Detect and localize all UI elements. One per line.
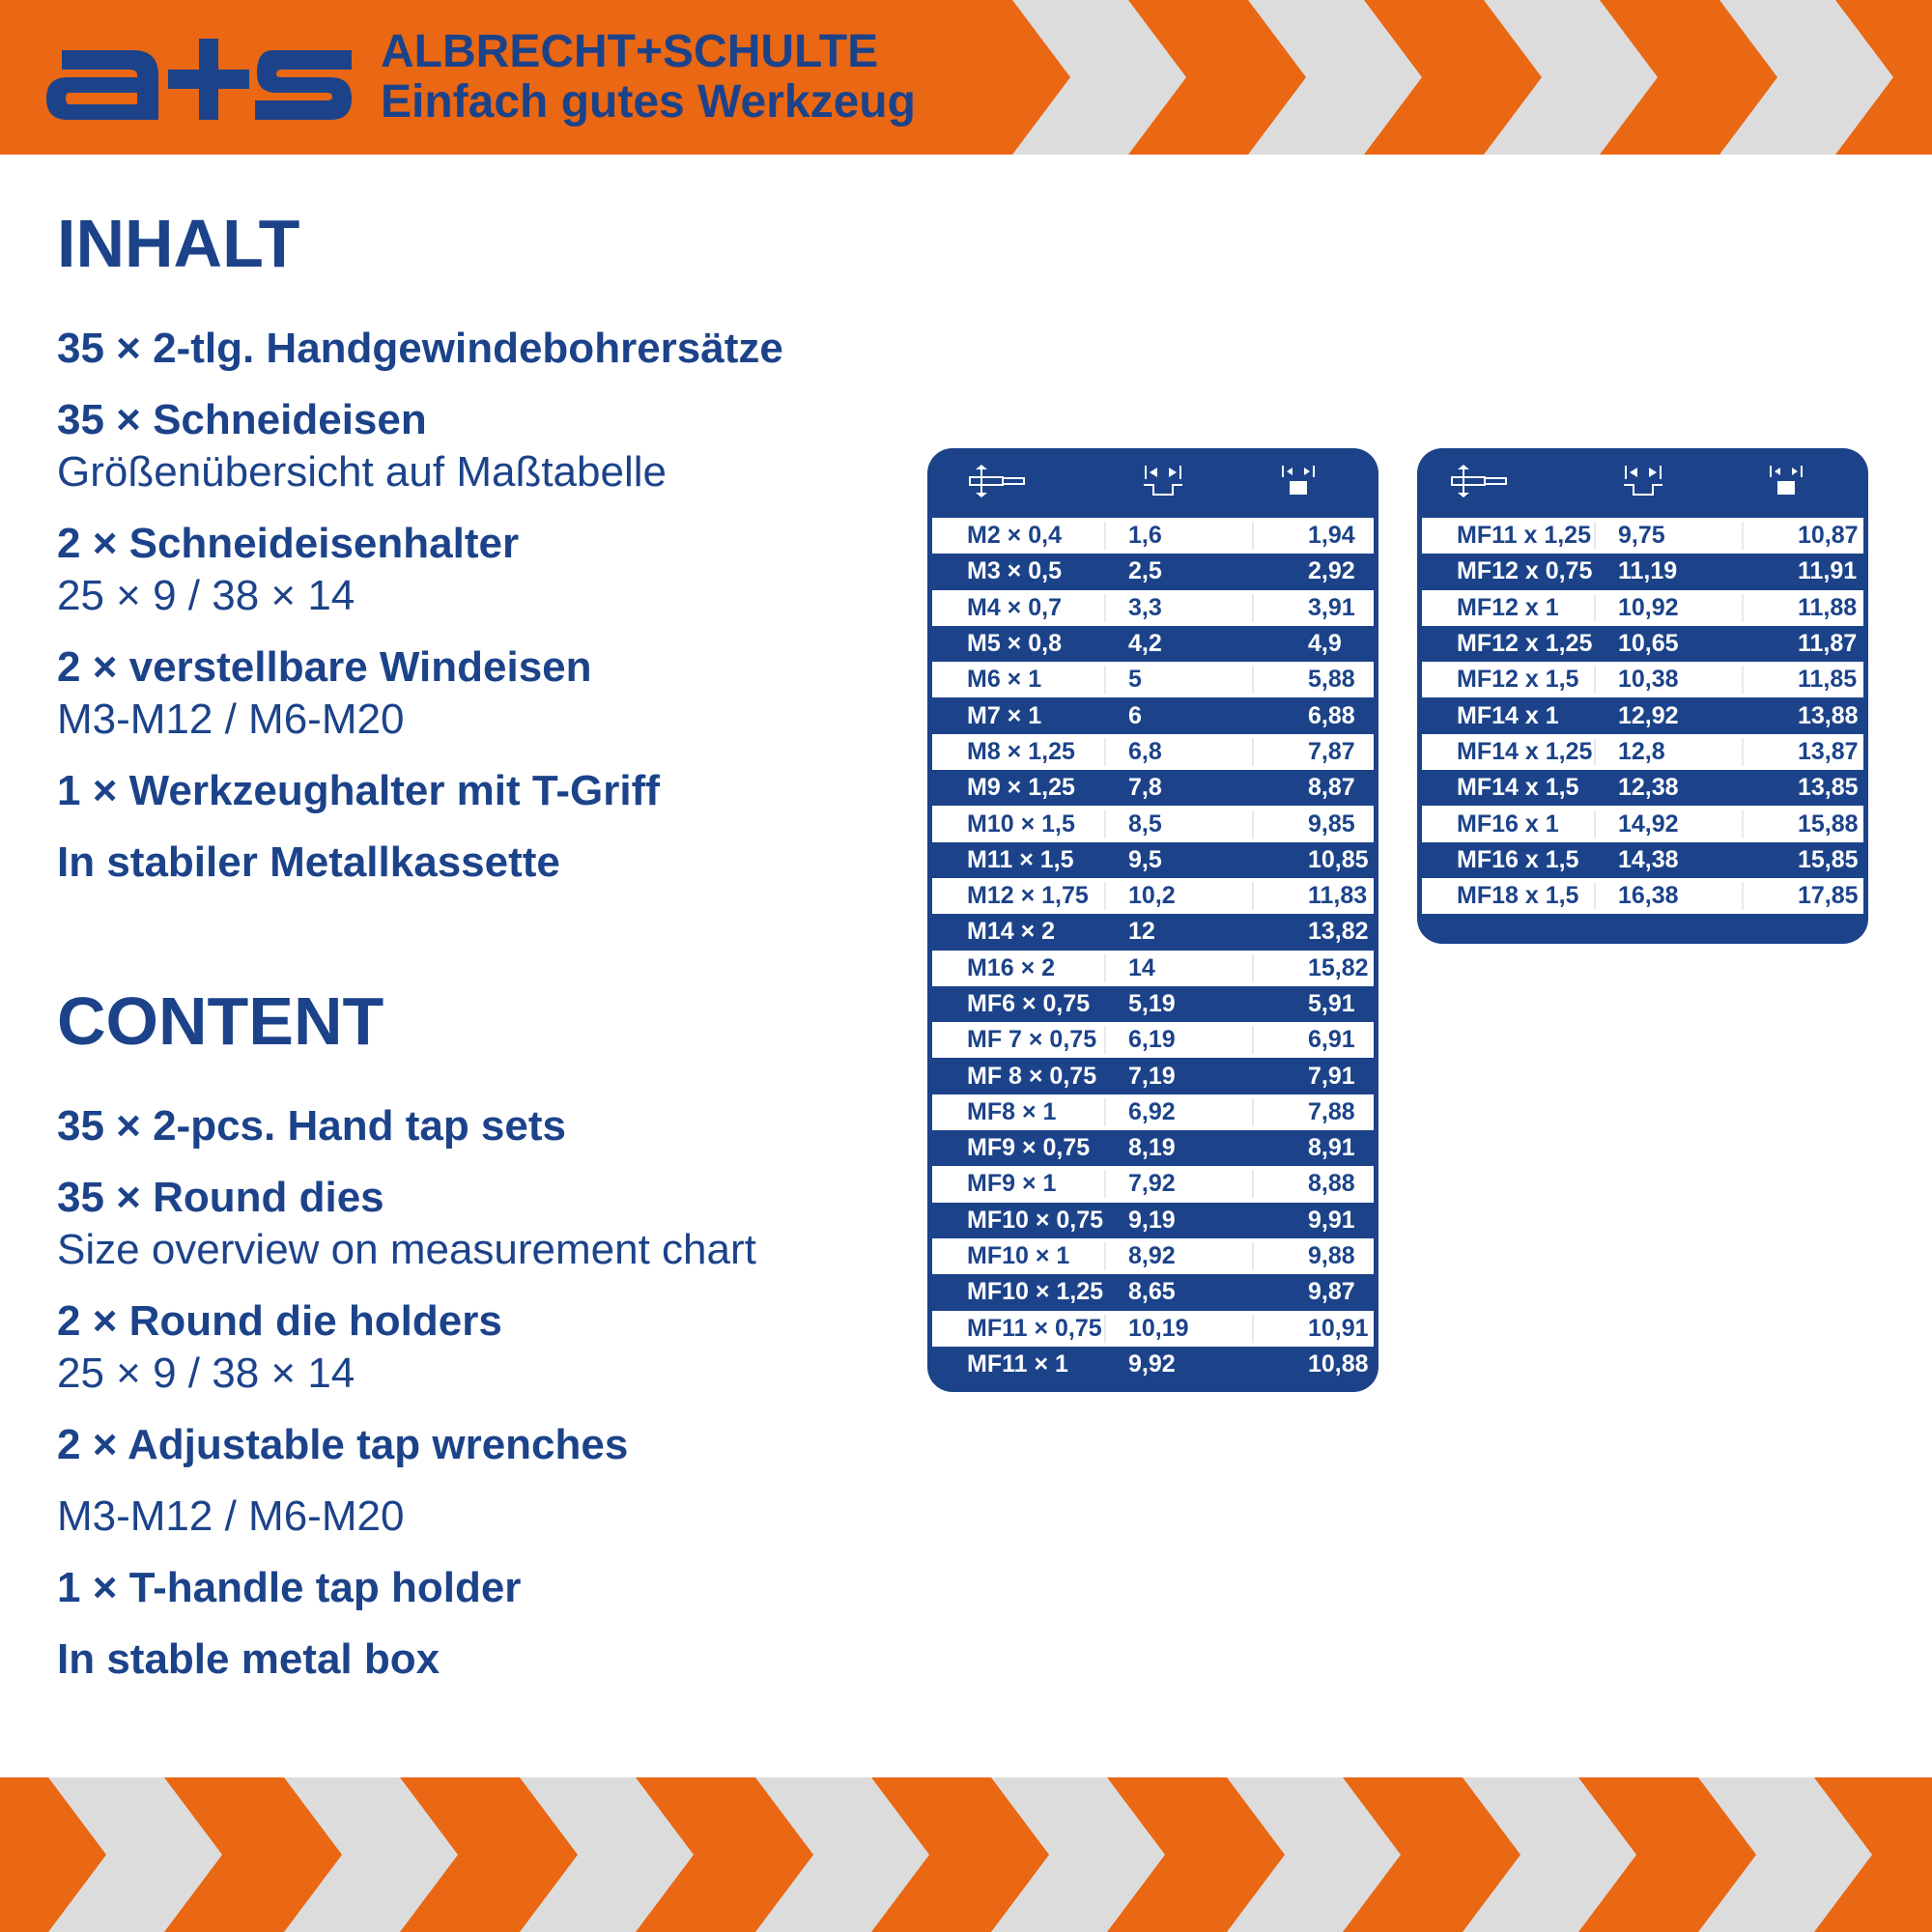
die-size-cell: 8,91 <box>1308 1134 1355 1162</box>
thread-size-cell: MF18 x 1,5 <box>1422 882 1596 910</box>
content-heading: CONTENT <box>57 983 384 1059</box>
inhalt-item-sub: M3-M12 / M6-M20 <box>57 696 405 743</box>
content-item-main: In stable metal box <box>57 1635 440 1683</box>
inhalt-item-main: 1 × Werkzeughalter mit T-Griff <box>57 767 660 814</box>
content-item-sub: Size overview on measurement chart <box>57 1226 756 1273</box>
drill-diameter-cell: 11,19 <box>1596 557 1744 585</box>
thread-size-cell: M2 × 0,4 <box>932 522 1106 550</box>
die-size-cell: 17,85 <box>1798 882 1859 910</box>
content-item-1 <box>57 1100 566 1152</box>
inhalt-item-sub: 25 × 9 / 38 × 14 <box>57 572 355 619</box>
thread-size-cell: M3 × 0,5 <box>932 557 1106 585</box>
thread-size-cell: MF6 × 0,75 <box>932 990 1106 1018</box>
die-size-cell: 11,85 <box>1798 666 1858 694</box>
drill-diameter-cell: 10,38 <box>1596 666 1744 694</box>
table-row <box>932 697 1374 733</box>
drill-diameter-cell: 6 <box>1106 702 1254 730</box>
drill-diameter-cell: 6,19 <box>1106 1026 1254 1054</box>
die-size-cell: 9,85 <box>1308 810 1355 838</box>
table-row <box>1422 554 1863 589</box>
inhalt-item-main: 35 × Schneideisen <box>57 396 427 443</box>
brand-slogan: Einfach gutes Werkzeug <box>381 76 916 128</box>
table-row <box>932 842 1374 878</box>
table-row <box>1422 662 1863 697</box>
die-size-cell: 7,91 <box>1308 1062 1355 1090</box>
die-size-cell: 11,88 <box>1798 593 1858 621</box>
table-rows <box>932 518 1374 1382</box>
thread-size-cell: MF16 x 1,5 <box>1422 846 1596 874</box>
tap-size-icon <box>1448 462 1512 500</box>
table-row <box>932 1166 1374 1202</box>
drill-diameter-cell: 9,75 <box>1596 522 1744 550</box>
thread-size-cell: MF16 x 1 <box>1422 810 1596 838</box>
thread-size-cell: MF11 x 1,25 <box>1422 522 1596 550</box>
drill-diameter-cell: 6,92 <box>1106 1098 1254 1126</box>
thread-size-cell: M6 × 1 <box>932 666 1106 694</box>
inhalt-item-4 <box>57 641 592 746</box>
drill-diameter-icon <box>1142 462 1184 500</box>
as-logo <box>44 31 354 124</box>
thread-size-cell: M4 × 0,7 <box>932 594 1106 622</box>
drill-diameter-cell: 8,5 <box>1106 810 1254 838</box>
thread-size-cell: MF12 x 1 <box>1422 594 1596 622</box>
table-row <box>932 770 1374 806</box>
die-size-cell: 9,88 <box>1308 1242 1355 1270</box>
thread-size-cell: M11 × 1,5 <box>932 846 1106 874</box>
drill-diameter-icon <box>1622 462 1664 500</box>
table-row <box>1422 518 1863 554</box>
table-row <box>932 806 1374 841</box>
die-size-icon <box>1279 462 1318 500</box>
thread-size-cell: MF12 x 0,75 <box>1422 557 1596 585</box>
content-item-5 <box>57 1491 404 1543</box>
die-size-cell: 13,85 <box>1798 774 1859 802</box>
die-size-cell: 10,88 <box>1308 1350 1369 1378</box>
thread-size-cell: MF 7 × 0,75 <box>932 1026 1106 1054</box>
die-size-cell: 10,91 <box>1308 1314 1369 1342</box>
drill-diameter-cell: 12,8 <box>1596 738 1744 766</box>
content-item-7 <box>57 1634 440 1686</box>
thread-size-cell: M14 × 2 <box>932 918 1106 946</box>
thread-size-cell: MF12 x 1,25 <box>1422 630 1596 658</box>
die-size-cell: 7,88 <box>1308 1097 1355 1125</box>
drill-diameter-cell: 5 <box>1106 666 1254 694</box>
die-size-cell: 5,88 <box>1308 666 1355 694</box>
thread-size-cell: MF9 × 0,75 <box>932 1134 1106 1162</box>
thread-size-cell: MF11 × 0,75 <box>932 1315 1106 1343</box>
die-size-cell: 7,87 <box>1308 737 1355 765</box>
table-row <box>932 518 1374 554</box>
die-size-cell: 8,88 <box>1308 1170 1355 1198</box>
die-size-cell: 15,85 <box>1798 845 1859 873</box>
drill-diameter-cell: 2,5 <box>1106 557 1254 585</box>
table-row <box>1422 626 1863 662</box>
inhalt-item-2 <box>57 394 667 498</box>
table-row <box>932 1311 1374 1347</box>
table-row <box>932 1238 1374 1274</box>
inhalt-item-main: 2 × verstellbare Windeisen <box>57 643 592 691</box>
drill-diameter-cell: 7,19 <box>1106 1063 1254 1091</box>
die-size-cell: 15,82 <box>1308 953 1369 981</box>
inhalt-item-6 <box>57 837 560 889</box>
thread-size-cell: M9 × 1,25 <box>932 774 1106 802</box>
drill-diameter-cell: 14,92 <box>1596 810 1744 838</box>
table-header <box>1417 448 1868 514</box>
content-item-sub: 25 × 9 / 38 × 14 <box>57 1350 355 1397</box>
thread-size-cell: M10 × 1,5 <box>932 810 1106 838</box>
table-row <box>932 986 1374 1022</box>
drill-diameter-cell: 12 <box>1106 918 1254 946</box>
die-size-cell: 8,87 <box>1308 774 1355 802</box>
drill-diameter-cell: 7,8 <box>1106 774 1254 802</box>
table-row <box>932 951 1374 986</box>
die-size-cell: 15,88 <box>1798 810 1859 838</box>
thread-size-cell: MF10 × 1,25 <box>932 1278 1106 1306</box>
die-size-cell: 10,85 <box>1308 845 1369 873</box>
die-size-cell: 11,83 <box>1308 882 1368 910</box>
inhalt-heading: INHALT <box>57 206 300 281</box>
drill-diameter-cell: 1,6 <box>1106 522 1254 550</box>
table-row <box>1422 697 1863 733</box>
die-size-cell: 13,87 <box>1798 737 1859 765</box>
thread-size-cell: M16 × 2 <box>932 954 1106 982</box>
die-size-cell: 5,91 <box>1308 990 1355 1017</box>
table-row <box>932 878 1374 914</box>
size-table-right <box>1417 448 1868 944</box>
inhalt-item-5 <box>57 765 660 817</box>
die-size-cell: 13,88 <box>1798 701 1859 729</box>
table-row <box>1422 806 1863 841</box>
drill-diameter-cell: 10,2 <box>1106 882 1254 910</box>
thread-size-cell: MF9 × 1 <box>932 1170 1106 1198</box>
die-size-icon <box>1767 462 1805 500</box>
table-row <box>932 1347 1374 1382</box>
inhalt-item-sub: Größenübersicht auf Maßtabelle <box>57 448 667 496</box>
thread-size-cell: M12 × 1,75 <box>932 882 1106 910</box>
drill-diameter-cell: 6,8 <box>1106 738 1254 766</box>
die-size-cell: 11,91 <box>1798 557 1858 585</box>
content-item-main: 35 × 2-pcs. Hand tap sets <box>57 1102 566 1150</box>
table-row <box>932 590 1374 626</box>
thread-size-cell: MF8 × 1 <box>932 1098 1106 1126</box>
die-size-cell: 13,82 <box>1308 918 1369 946</box>
thread-size-cell: MF11 × 1 <box>932 1350 1106 1378</box>
die-size-cell: 2,92 <box>1308 557 1355 585</box>
table-row <box>932 1094 1374 1130</box>
drill-diameter-cell: 5,19 <box>1106 990 1254 1018</box>
drill-diameter-cell: 16,38 <box>1596 882 1744 910</box>
table-row <box>932 1058 1374 1094</box>
inhalt-item-main: 35 × 2-tlg. Handgewindebohrersätze <box>57 325 783 372</box>
die-size-cell: 9,91 <box>1308 1206 1355 1234</box>
die-size-cell: 9,87 <box>1308 1278 1355 1306</box>
drill-diameter-cell: 12,92 <box>1596 702 1744 730</box>
thread-size-cell: M5 × 0,8 <box>932 630 1106 658</box>
drill-diameter-cell: 10,19 <box>1106 1315 1254 1343</box>
content-item-6 <box>57 1562 521 1614</box>
content-item-main: 2 × Adjustable tap wrenches <box>57 1421 629 1468</box>
drill-diameter-cell: 12,38 <box>1596 774 1744 802</box>
table-row <box>932 1203 1374 1238</box>
drill-diameter-cell: 10,92 <box>1596 594 1744 622</box>
drill-diameter-cell: 9,19 <box>1106 1207 1254 1235</box>
table-row <box>932 554 1374 589</box>
inhalt-item-main: 2 × Schneideisenhalter <box>57 520 520 567</box>
content-item-4 <box>57 1419 628 1471</box>
content-item-3 <box>57 1295 502 1400</box>
inhalt-item-3 <box>57 518 519 622</box>
content-item-main: 35 × Round dies <box>57 1174 384 1221</box>
die-size-cell: 10,87 <box>1798 522 1859 550</box>
drill-diameter-cell: 14 <box>1106 954 1254 982</box>
drill-diameter-cell: 9,5 <box>1106 846 1254 874</box>
thread-size-cell: MF14 x 1,5 <box>1422 774 1596 802</box>
chevron-pattern-bottom <box>0 1777 1932 1932</box>
thread-size-cell: MF14 x 1,25 <box>1422 738 1596 766</box>
table-row <box>932 626 1374 662</box>
table-row <box>932 1022 1374 1058</box>
table-header <box>927 448 1378 514</box>
table-row <box>1422 734 1863 770</box>
table-row <box>1422 590 1863 626</box>
table-row <box>932 1274 1374 1310</box>
drill-diameter-cell: 10,65 <box>1596 630 1744 658</box>
die-size-cell: 11,87 <box>1798 630 1858 658</box>
die-size-cell: 3,91 <box>1308 593 1355 621</box>
tap-size-icon <box>966 462 1030 500</box>
drill-diameter-cell: 8,19 <box>1106 1134 1254 1162</box>
thread-size-cell: M8 × 1,25 <box>932 738 1106 766</box>
size-table-left <box>927 448 1378 1392</box>
brand-text <box>381 27 916 128</box>
table-row <box>1422 878 1863 914</box>
thread-size-cell: MF 8 × 0,75 <box>932 1063 1106 1091</box>
content-item-2 <box>57 1172 756 1276</box>
drill-diameter-cell: 8,65 <box>1106 1278 1254 1306</box>
table-row <box>1422 770 1863 806</box>
inhalt-item-1 <box>57 323 783 375</box>
content-item-sub: M3-M12 / M6-M20 <box>57 1492 405 1540</box>
content-item-main: 2 × Round die holders <box>57 1297 502 1345</box>
die-size-cell: 1,94 <box>1308 522 1355 550</box>
thread-size-cell: MF12 x 1,5 <box>1422 666 1596 694</box>
drill-diameter-cell: 3,3 <box>1106 594 1254 622</box>
die-size-cell: 4,9 <box>1308 630 1342 658</box>
die-size-cell: 6,91 <box>1308 1026 1355 1054</box>
header-band <box>0 0 1932 155</box>
drill-diameter-cell: 14,38 <box>1596 846 1744 874</box>
inhalt-item-main: In stabiler Metallkassette <box>57 838 560 886</box>
table-rows <box>1422 518 1863 914</box>
thread-size-cell: MF14 x 1 <box>1422 702 1596 730</box>
drill-diameter-cell: 7,92 <box>1106 1170 1254 1198</box>
thread-size-cell: MF10 × 0,75 <box>932 1207 1106 1235</box>
drill-diameter-cell: 4,2 <box>1106 630 1254 658</box>
table-row <box>1422 842 1863 878</box>
table-row <box>932 1130 1374 1166</box>
thread-size-cell: M7 × 1 <box>932 702 1106 730</box>
table-row <box>932 734 1374 770</box>
die-size-cell: 6,88 <box>1308 701 1355 729</box>
thread-size-cell: MF10 × 1 <box>932 1242 1106 1270</box>
content-item-main: 1 × T-handle tap holder <box>57 1564 522 1611</box>
drill-diameter-cell: 9,92 <box>1106 1350 1254 1378</box>
table-row <box>932 662 1374 697</box>
footer-band <box>0 1777 1932 1932</box>
brand-name: ALBRECHT+SCHULTE <box>381 26 879 77</box>
table-row <box>932 914 1374 950</box>
drill-diameter-cell: 8,92 <box>1106 1242 1254 1270</box>
